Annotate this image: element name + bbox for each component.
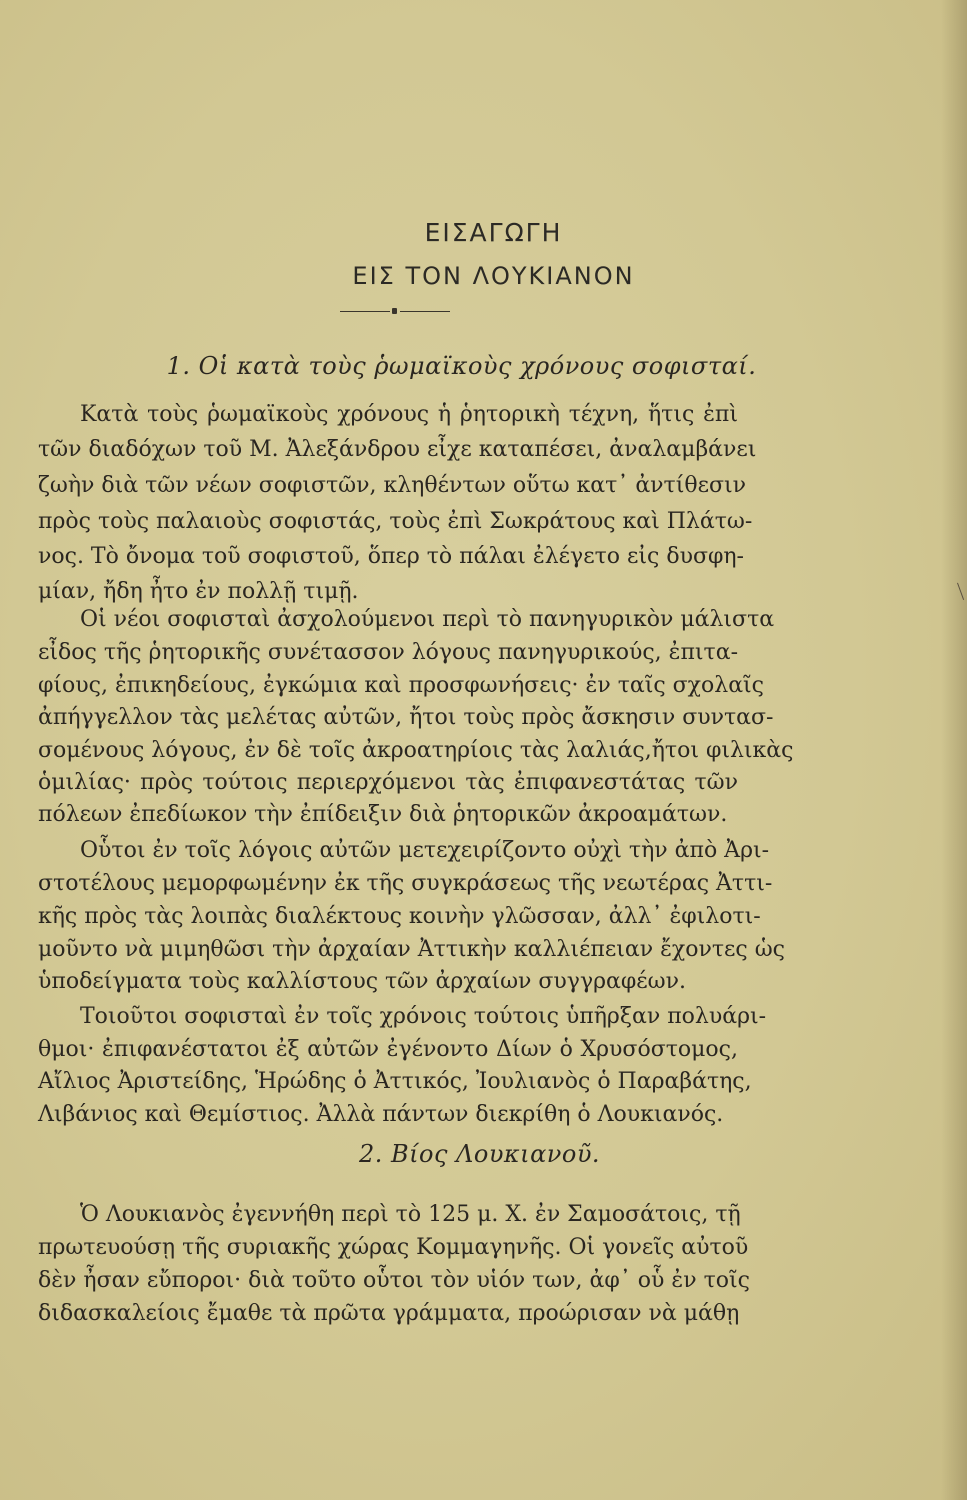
text-line: ζωὴν διὰ τῶν νέων σοφιστῶν, κληθέντων οὕτω κατ᾽ ἀντίθεσιν [38, 473, 747, 498]
text-line: Ὁ Λουκιανὸς ἐγεννήθη περὶ τὸ 125 μ. Χ. ἐν Σαμοσάτοις, τῇ [80, 1202, 741, 1227]
title-line-1: ΕΙΣΑΓΩΓΗ [424, 218, 563, 247]
text-line: ὁμιλίας· πρὸς τούτοις περιερχόμενοι τὰς ἐπιφανεστάτας τῶν [38, 770, 738, 795]
text-line: πρὸς τοὺς παλαιοὺς σοφιστάς, τοὺς ἐπὶ Σωκράτους καὶ Πλάτω- [38, 509, 753, 534]
title-ornament [340, 306, 450, 316]
ornament-rule-left [340, 311, 390, 312]
text-line: μίαν, ἤδη ἦτο ἐν πολλῇ τιμῇ. [38, 579, 359, 604]
text-line: εἶδος τῆς ῥητορικῆς συνέτασσον λόγους πανηγυρικούς, ἐπιτα- [38, 640, 738, 665]
text-line: ὑποδείγματα τοὺς καλλίστους τῶν ἀρχαίων συγγραφέων. [38, 969, 686, 994]
text-line: στοτέλους μεμορφωμένην ἐκ τῆς συγκράσεως τῆς νεωτέρας Ἀττι- [38, 871, 773, 896]
text-line: δὲν ἦσαν εὔποροι· διὰ τοῦτο οὗτοι τὸν υἱόν των, ἀφ᾽ οὗ ἐν τοῖς [38, 1268, 750, 1293]
text-line: Κατὰ τοὺς ῥωμαϊκοὺς χρόνους ἡ ῥητορικὴ τέχνη, ἥτις ἐπὶ [80, 402, 738, 427]
text-line: Οὗτοι ἐν τοῖς λόγοις αὐτῶν μετεχειρίζοντο οὐχὶ τὴν ἀπὸ Ἀρι- [80, 838, 770, 863]
text-line: Λιβάνιος καὶ Θεμίστιος. Ἀλλὰ πάντων διεκρίθη ὁ Λουκιανός. [38, 1102, 724, 1127]
title-line-2: ΕΙΣ ΤΟΝ ΛΟΥΚΙΑΝΟΝ [352, 262, 635, 290]
text-line: τῶν διαδόχων τοῦ Μ. Ἀλεξάνδρου εἶχε καταπέσει, ἀναλαμβάνει [38, 437, 757, 462]
text-line: Τοιοῦτοι σοφισταὶ ἐν τοῖς χρόνοις τούτοις ὑπῆρξαν πολυάρι- [80, 1004, 767, 1029]
text-line: σομένους λόγους, ἐν δὲ τοῖς ἀκροατηρίοις τὰς λαλιάς,ἤτοι φιλικὰς [38, 738, 794, 763]
section-heading-2: 2. Βίος Λουκιανοῦ. [358, 1140, 601, 1168]
text-line: φίους, ἐπικηδείους, ἐγκώμια καὶ προσφωνήσεις· ἐν ταῖς σχολαῖς [38, 673, 764, 698]
text-line: μοῦντο νὰ μιμηθῶσι τὴν ἀρχαίαν Ἀττικὴν καλλιέπειαν ἔχοντες ὡς [38, 937, 785, 962]
text-line: θμοι· ἐπιφανέστατοι ἐξ αὐτῶν ἐγένοντο Δίων ὁ Χρυσόστομος, [38, 1037, 738, 1062]
text-line: Αἴλιος Ἀριστείδης, Ἡρώδης ὁ Ἀττικός, Ἰουλιανὸς ὁ Παραβάτης, [38, 1069, 752, 1094]
text-line: κῆς πρὸς τὰς λοιπὰς διαλέκτους κοινὴν γλῶσσαν, ἀλλ᾽ ἐφιλοτι- [38, 904, 761, 929]
text-line: πρωτευούσῃ τῆς συριακῆς χώρας Κομμαγηνῆς. Οἱ γονεῖς αὐτοῦ [38, 1235, 749, 1260]
text-line: νος. Τὸ ὄνομα τοῦ σοφιστοῦ, ὅπερ τὸ πάλαι ἐλέγετο εἰς δυσφη- [38, 544, 744, 569]
ornament-rule-right [400, 311, 450, 312]
text-line: Οἱ νέοι σοφισταὶ ἀσχολούμενοι περὶ τὸ πανηγυρικὸν μάλιστα [80, 607, 775, 632]
text-line: πόλεων ἐπεδίωκον τὴν ἐπίδειξιν διὰ ῥητορικῶν ἀκροαμάτων. [38, 802, 728, 827]
text-line: διδασκαλείοις ἔμαθε τὰ πρῶτα γράμματα, προώρισαν νὰ μάθῃ [38, 1301, 740, 1326]
section-heading-1: 1. Οἱ κατὰ τοὺς ῥωμαϊκοὺς χρόνους σοφισταί. [166, 352, 757, 380]
text-line: ἀπήγγελλον τὰς μελέτας αὐτῶν, ἤτοι τοὺς πρὸς ἄσκησιν συντασ- [38, 705, 774, 730]
ornament-dot [392, 308, 397, 314]
